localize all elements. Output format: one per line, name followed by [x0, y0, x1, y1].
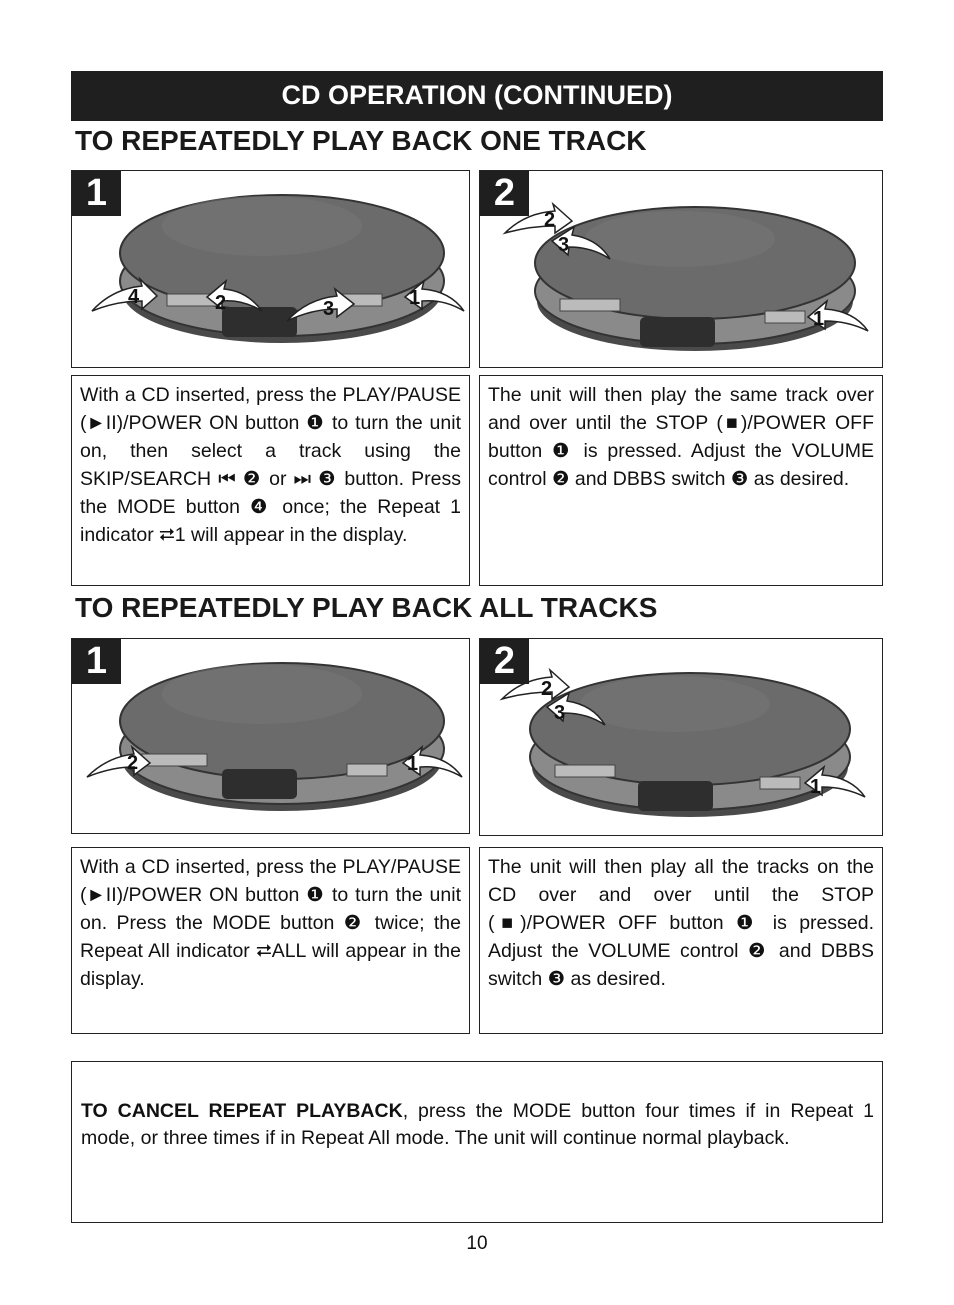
cd-player-illustration: [72, 639, 470, 834]
callout-2: 2: [127, 752, 139, 774]
cancel-heading: TO CANCEL REPEAT PLAYBACK: [81, 1100, 403, 1122]
step1-instructions: With a CD inserted, press the PLAY/PAUSE (►II)/POWER ON button ❶ to turn the unit on. Press the MODE button ❷ twice; the Repeat All indicator ⮂ALL will appear in the display.: [71, 847, 470, 1034]
cd-player-illustration: [72, 171, 470, 368]
callout-4: 4: [128, 286, 140, 308]
cancel-repeat-note: [71, 1061, 883, 1223]
callout-1: 1: [810, 776, 822, 798]
callout-1: 1: [813, 308, 825, 330]
step2-image-panel: [479, 170, 883, 368]
callout-1: 1: [409, 287, 421, 309]
section-title-all-tracks: TO REPEATEDLY PLAY BACK ALL TRACKS: [75, 592, 658, 623]
step1-instructions: With a CD inserted, press the PLAY/PAUSE (►II)/POWER ON button ❶ to turn the unit on, then select a track using the SKIP/SEARCH ⏮ ❷ or ⏭ ❸ button. Press the MODE button ❹ once; the Repeat 1 indicator ⮂1 will appear in the display.: [71, 375, 470, 586]
callout-2: 2: [544, 209, 556, 231]
callout-2: 2: [215, 292, 227, 314]
callout-3: 3: [323, 298, 335, 320]
step1-image-panel: [71, 170, 470, 368]
step2-instructions: The unit will then play all the tracks on the CD over and over until the STOP (■)/POWER OFF button ❶ is pressed. Adjust the VOLUME control ❷ and DBBS switch ❸ as desired.: [479, 847, 883, 1034]
cancel-text: , press the MODE button four times if in Repeat 1 mode, or three times if in Repeat All mode. The unit will continue normal playback.: [81, 1100, 874, 1149]
callout-3: 3: [558, 234, 570, 256]
callout-3: 3: [554, 702, 566, 724]
step2-image-panel: [479, 638, 883, 836]
callout-1: 1: [407, 753, 419, 775]
cd-player-illustration: [480, 171, 883, 368]
page-number: 10: [466, 1233, 488, 1254]
step-number: 1: [72, 639, 121, 684]
step2-instructions: The unit will then play the same track over and over until the STOP (■)/POWER OFF button ❶ is pressed. Adjust the VOLUME control ❷ and DBBS switch ❸ as desired.: [479, 375, 883, 586]
section-title-one-track: TO REPEATEDLY PLAY BACK ONE TRACK: [75, 125, 647, 156]
step-number: 1: [72, 171, 121, 216]
step-number: 2: [480, 639, 529, 684]
step1-image-panel: [71, 638, 470, 834]
page-header: CD OPERATION (CONTINUED): [71, 71, 883, 121]
callout-2: 2: [541, 678, 553, 700]
step-number: 2: [480, 171, 529, 216]
cd-player-illustration: [480, 639, 883, 836]
